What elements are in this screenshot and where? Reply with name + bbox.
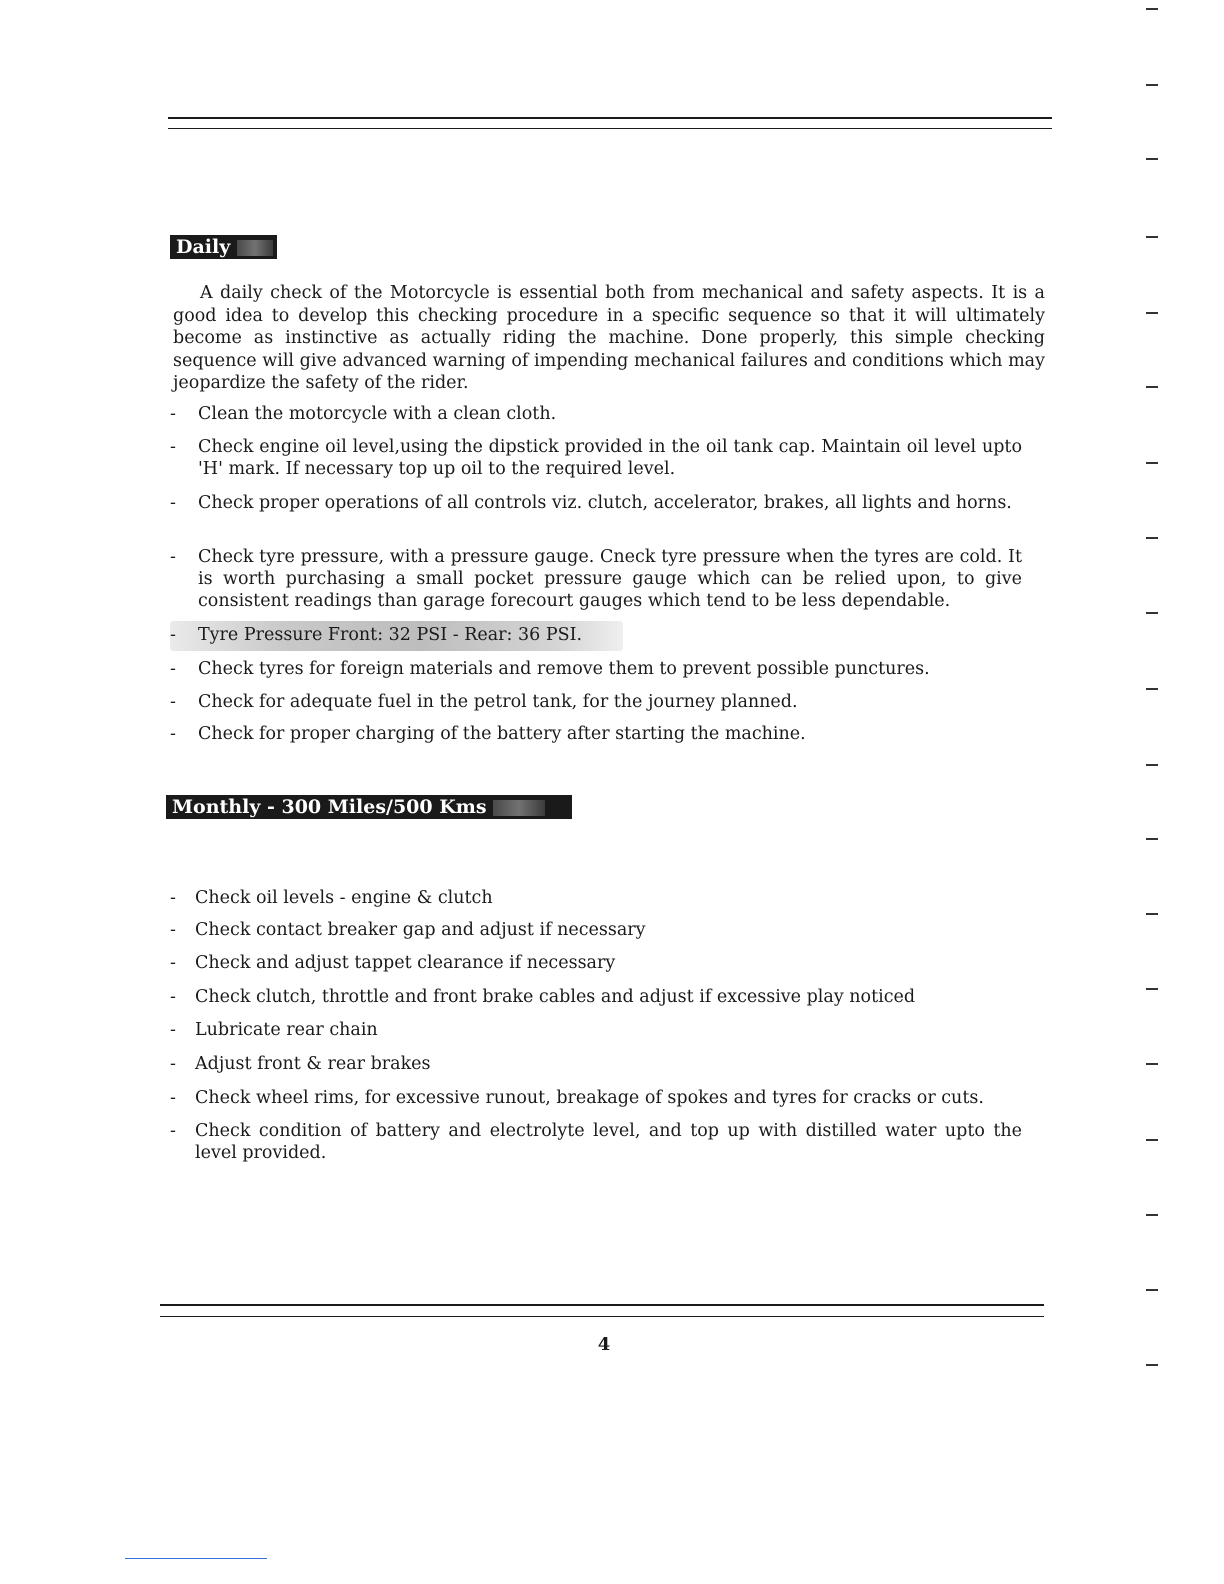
list-item [170,403,1022,425]
list-item-text: Adjust front & rear brakes [195,1054,431,1074]
list-bullet: - [170,547,176,567]
margin-mark [1146,386,1158,388]
margin-mark [1146,8,1158,10]
margin-mark [1146,1214,1158,1216]
list-bullet: - [170,724,176,744]
margin-mark [1146,312,1158,314]
list-item-text: Check oil levels - engine & clutch [195,888,493,908]
list-bullet: - [170,404,176,424]
margin-mark [1146,1289,1158,1291]
monthly-heading-text: Monthly - 300 Miles/500 Kms [172,796,487,818]
list-item-text: Check and adjust tappet clearance if necessary [195,953,616,973]
margin-mark [1146,838,1158,840]
header-rule-top [168,117,1052,119]
margin-mark [1146,1364,1158,1366]
list-bullet: - [170,987,176,1007]
list-bullet: - [170,437,176,457]
margin-mark [1146,1063,1158,1065]
list-bullet: - [170,953,176,973]
list-bullet: - [170,659,176,679]
page-number: 4 [597,1334,611,1355]
list-item [170,1120,1022,1164]
header-rule-bottom [168,128,1052,129]
list-item [170,887,1022,909]
list-item [170,1053,1022,1075]
list-item-text: Check tyre pressure, with a pressure gauge. Cneck tyre pressure when the tyres are cold. It is worth purchasing a small pocket pressure gauge which can be relied upon, to give consistent readings than garage forecourt gauges which tend to be less dependable. [198,547,1022,611]
list-item [170,1019,1022,1041]
list-item [170,546,1022,612]
list-item-text: Check contact breaker gap and adjust if necessary [195,920,646,940]
list-item [170,492,1022,514]
margin-mark [1146,913,1158,915]
list-bullet: - [170,1088,176,1108]
list-item [170,436,1022,480]
list-bullet: - [170,920,176,940]
list-item-text: Check wheel rims, for excessive runout, breakage of spokes and tyres for cracks or cuts. [195,1088,984,1108]
list-item [170,658,1022,680]
margin-mark [1146,84,1158,86]
list-bullet: - [170,1020,176,1040]
list-item [170,986,1022,1008]
margin-mark [1146,612,1158,614]
tyre-pressure-note [170,621,623,651]
list-item [170,691,1022,713]
footer-link-underline [125,1558,267,1559]
list-item-text: Check proper operations of all controls viz. clutch, accelerator, brakes, all lights and horns. [198,493,1012,513]
margin-mark [1146,537,1158,539]
margin-mark [1146,688,1158,690]
daily-intro-paragraph: A daily check of the Motorcycle is essential both from mechanical and safety aspects. It is a good idea to develop this checking procedure in a specific sequence so that it will ultimately become as instinctive as actually riding the machine. Done properly, this simple checking sequence will give advanced warning of impending mechanical failures and conditions which may jeopardize the safety of the rider. [173,283,1045,393]
heading-fade [237,240,273,256]
list-bullet: - [170,692,176,712]
list-item [170,952,1022,974]
margin-mark [1146,988,1158,990]
list-bullet: - [170,493,176,513]
footer-rule-bottom [160,1316,1044,1317]
daily-heading [170,235,277,259]
heading-fade [493,800,545,816]
monthly-heading [166,795,572,819]
list-bullet: - [170,1121,176,1141]
list-bullet: - [170,888,176,908]
margin-mark [1146,1139,1158,1141]
list-item-text: Check for proper charging of the battery after starting the machine. [198,724,806,744]
list-item [170,919,1022,941]
list-item-text: Check clutch, throttle and front brake cables and adjust if excessive play noticed [195,987,916,1007]
margin-mark [1146,158,1158,160]
tyre-pressure-text: Tyre Pressure Front: 32 PSI - Rear: 36 PSI. [198,625,583,645]
list-item-text: Check for adequate fuel in the petrol tank, for the journey planned. [198,692,798,712]
margin-mark [1146,462,1158,464]
list-item-text: Clean the motorcycle with a clean cloth. [198,404,557,424]
list-bullet: - [170,1054,176,1074]
list-item-text: Lubricate rear chain [195,1020,378,1040]
list-item-text: Check tyres for foreign materials and remove them to prevent possible punctures. [198,659,930,679]
margin-mark [1146,236,1158,238]
list-item [170,1087,1026,1109]
list-item-text: Check engine oil level,using the dipstick provided in the oil tank cap. Maintain oil level upto 'H' mark. If necessary top up oil to the required level. [198,437,1022,479]
list-item-text: Check condition of battery and electrolyte level, and top up with distilled water upto the level provided. [195,1121,1022,1163]
list-item [170,723,1022,745]
footer-rule-top [160,1304,1044,1306]
daily-heading-text: Daily [176,236,231,258]
list-bullet: - [170,625,176,645]
margin-mark [1146,764,1158,766]
